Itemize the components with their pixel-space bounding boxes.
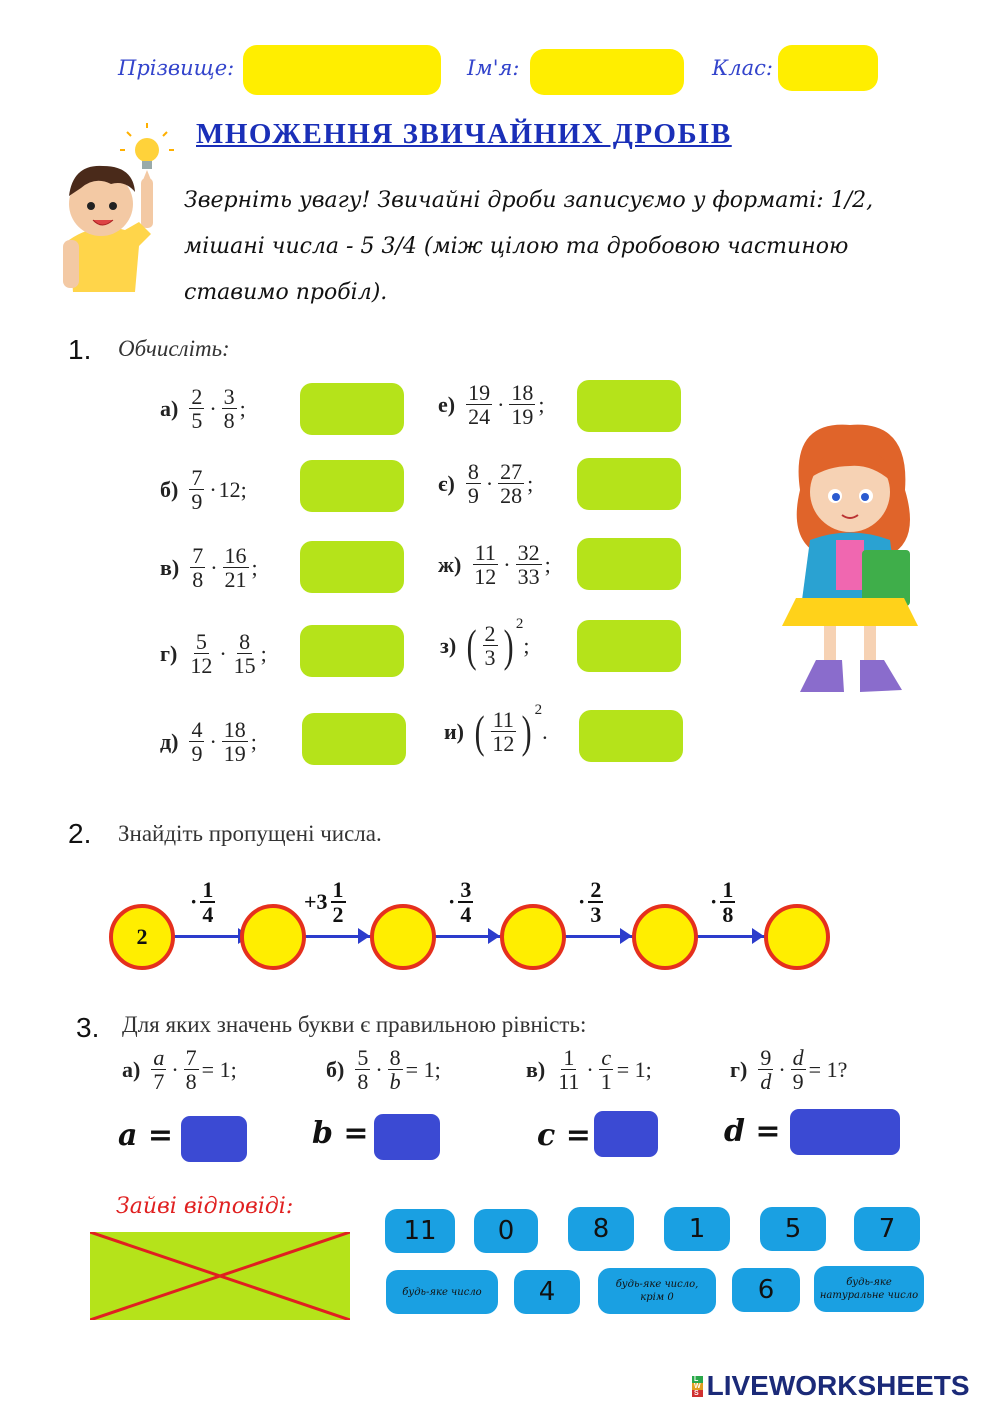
cross-icon <box>90 1232 350 1320</box>
denominator: 9 <box>467 483 479 509</box>
op-symbol: · <box>190 889 198 915</box>
tile-0[interactable]: 0 <box>474 1209 538 1253</box>
eq-label: г) <box>730 1056 748 1082</box>
answer-box-b-var[interactable] <box>374 1114 440 1160</box>
fraction <box>498 460 524 507</box>
punctuation: ; <box>527 470 534 496</box>
numerator: 1 <box>563 1045 575 1070</box>
answer-label-c: c = <box>537 1118 591 1153</box>
numerator: 8 <box>467 459 479 484</box>
punctuation: ; <box>538 391 545 417</box>
task1-item-ye: є) $\frac{8}{9}$ · $\frac{27}{28}$ ; <box>438 459 534 509</box>
denominator: 9 <box>191 489 203 515</box>
denominator: 8 <box>192 567 204 593</box>
eq-rhs: = 1? <box>808 1056 848 1082</box>
numerator: 11 <box>474 540 496 565</box>
numerator: 2 <box>484 621 496 646</box>
answer-box-b[interactable] <box>300 460 404 512</box>
exponent: 2 <box>534 702 543 718</box>
tile-text-line: будь-яке <box>846 1277 892 1288</box>
fraction <box>758 1046 773 1093</box>
sequence-blank-5[interactable] <box>764 904 830 970</box>
numerator: 8 <box>239 629 251 654</box>
answer-box-d-var[interactable] <box>790 1109 900 1155</box>
sequence-op-3 <box>448 878 476 926</box>
denominator: 12 <box>474 564 497 590</box>
fraction <box>200 878 215 926</box>
sequence-op-1 <box>190 878 218 926</box>
tile-7[interactable]: 7 <box>854 1207 920 1251</box>
tile-11[interactable]: 11 <box>385 1209 455 1253</box>
denominator: 3 <box>484 645 496 671</box>
numerator: 1 <box>202 877 214 902</box>
page-title: МНОЖЕННЯ ЗВИЧАЙНИХ ДРОБІВ <box>196 118 732 150</box>
numerator: 16 <box>224 543 247 568</box>
numerator: 7 <box>185 1045 197 1070</box>
fraction <box>556 1046 581 1093</box>
integer: 12 <box>218 476 241 502</box>
denominator: 12 <box>492 731 515 757</box>
fraction <box>490 708 516 755</box>
answer-box-zh[interactable] <box>577 538 681 590</box>
punctuation: ; <box>544 551 551 577</box>
denominator: b <box>389 1069 401 1095</box>
denominator: 7 <box>153 1069 165 1095</box>
fraction <box>458 878 473 926</box>
denominator: 9 <box>191 741 203 767</box>
item-label: в) <box>160 554 180 580</box>
answer-label-d: d = <box>724 1114 781 1149</box>
tile-4[interactable]: 4 <box>514 1270 580 1314</box>
task1-item-e: е) $\frac{19}{24}$ · $\frac{18}{19}$ ; <box>438 380 545 430</box>
denominator: 1 <box>600 1069 612 1095</box>
logo-text: LIVEWORKSHEETS <box>706 1370 970 1401</box>
fraction <box>516 541 542 588</box>
punctuation: ; <box>251 554 258 580</box>
eq-label: в) <box>526 1056 546 1082</box>
fraction <box>599 1046 614 1093</box>
punctuation: ; <box>240 476 247 502</box>
fraction <box>720 878 735 926</box>
fraction <box>466 460 481 507</box>
fraction <box>222 718 248 765</box>
answer-box-v[interactable] <box>300 541 404 593</box>
numerator: 18 <box>223 717 246 742</box>
tile-8[interactable]: 8 <box>568 1207 634 1251</box>
denominator: d <box>760 1069 772 1095</box>
note-line-3: ставимо пробіл). <box>184 280 388 305</box>
item-label: є) <box>438 470 455 496</box>
punctuation: . <box>542 718 548 744</box>
fraction <box>151 1046 166 1093</box>
op-symbol: · <box>578 889 586 915</box>
task1-item-b: б) $\frac{7}{9}$ · 12 ; <box>160 465 247 515</box>
item-label: з) <box>440 632 457 658</box>
numerator: 5 <box>195 629 207 654</box>
answer-box-a[interactable] <box>300 383 404 435</box>
numerator: 1 <box>332 877 344 902</box>
item-label: ж) <box>438 551 462 577</box>
numerator: 27 <box>500 459 523 484</box>
answer-box-a-var[interactable] <box>181 1116 247 1162</box>
answer-label-b: b = <box>312 1116 369 1151</box>
numerator: 19 <box>468 380 491 405</box>
task1-title: Обчисліть: <box>118 336 230 361</box>
fraction <box>190 544 205 591</box>
task3-eq-a: а) $\frac{a}{7}$ · $\frac{7}{8}$ = 1; <box>122 1045 237 1095</box>
item-label: б) <box>160 476 179 502</box>
fraction <box>189 466 204 513</box>
answer-box-ye[interactable] <box>577 458 681 510</box>
sequence-blank-3[interactable] <box>500 904 566 970</box>
numerator: 1 <box>722 877 734 902</box>
sequence-blank-1[interactable] <box>240 904 306 970</box>
fraction <box>188 630 214 677</box>
denominator: 15 <box>233 653 256 679</box>
answer-box-y[interactable] <box>579 710 683 762</box>
numerator: 5 <box>357 1045 369 1070</box>
boy-illustration <box>55 122 185 300</box>
denominator: 9 <box>792 1069 804 1095</box>
numerator: 7 <box>191 465 203 490</box>
numerator: 2 <box>590 877 602 902</box>
denominator: 19 <box>511 404 534 430</box>
tile-5[interactable]: 5 <box>760 1207 826 1251</box>
tile-text-line: натуральне число <box>819 1290 919 1301</box>
sequence-blank-2[interactable] <box>370 904 436 970</box>
denominator: 24 <box>468 404 491 430</box>
denominator: 4 <box>460 902 472 928</box>
numerator: 4 <box>191 717 203 742</box>
tile-text-line: будь-яке число, <box>615 1279 699 1290</box>
sequence-blank-4[interactable] <box>632 904 698 970</box>
eq-rhs: = 1; <box>616 1056 652 1082</box>
tile-1[interactable]: 1 <box>664 1207 730 1251</box>
answer-label-a: a = <box>118 1118 174 1153</box>
fraction <box>189 718 204 765</box>
numerator: c <box>601 1045 612 1070</box>
denominator: 11 <box>558 1069 580 1095</box>
eq-rhs: = 1; <box>201 1056 237 1082</box>
fraction <box>223 544 249 591</box>
numerator: 7 <box>192 543 204 568</box>
name-label: Ім'я: <box>467 56 520 80</box>
numerator: 3 <box>460 877 472 902</box>
numerator: 9 <box>760 1045 772 1070</box>
sequence-op-2 <box>304 878 349 926</box>
class-input[interactable] <box>778 45 878 91</box>
denominator: 19 <box>223 741 246 767</box>
op-symbol: · <box>448 889 456 915</box>
item-label: г) <box>160 640 178 666</box>
surname-label: Прізвище: <box>118 56 235 80</box>
tile-any-number-except-0[interactable] <box>598 1268 716 1314</box>
task3-eq-v: в) $\frac{1}{11}$ · $\frac{c}{1}$ = 1; <box>526 1045 652 1095</box>
task1-item-z: з) ( $\frac{2}{3}$ ) 2 ; <box>440 616 530 671</box>
numerator: 2 <box>191 384 203 409</box>
fraction <box>791 1046 806 1093</box>
eq-rhs: = 1; <box>405 1056 441 1082</box>
numerator: d <box>792 1045 804 1070</box>
logo-badge-icon: L W S <box>694 1375 701 1397</box>
note-text <box>184 178 944 316</box>
girl-illustration <box>780 420 930 705</box>
denominator: 8 <box>722 902 734 928</box>
task1-item-y: и) ( $\frac{11}{12}$ ) 2 . <box>444 702 548 757</box>
numerator: 11 <box>492 707 514 732</box>
answer-box-e[interactable] <box>577 380 681 432</box>
exponent: 2 <box>515 616 524 632</box>
op-symbol: · <box>710 889 718 915</box>
task1-item-d: д) $\frac{4}{9}$ · $\frac{18}{19}$ ; <box>160 717 257 767</box>
fraction <box>184 1046 199 1093</box>
answer-box-z[interactable] <box>577 620 681 672</box>
tile-6[interactable]: 6 <box>732 1268 800 1312</box>
tile-any-natural-number[interactable] <box>814 1266 924 1312</box>
denominator: 28 <box>500 483 523 509</box>
extra-answers-dropzone[interactable] <box>90 1232 350 1320</box>
note-line-2: мішані числа - 5 3/4 (між цілою та дробовою частиною <box>184 234 849 259</box>
task1-item-a: а) $\frac{2}{5}$ · $\frac{3}{8}$ ; <box>160 384 246 434</box>
numerator: 3 <box>223 384 235 409</box>
op-symbol: +3 <box>304 889 328 915</box>
fraction <box>331 878 346 926</box>
task1-item-zh: ж) $\frac{11}{12}$ · $\frac{32}{33}$ ; <box>438 540 551 590</box>
answer-box-c-var[interactable] <box>594 1111 658 1157</box>
denominator: 8 <box>223 408 235 434</box>
answer-box-d[interactable] <box>302 713 406 765</box>
sequence-op-5 <box>710 878 738 926</box>
eq-label: б) <box>326 1056 345 1082</box>
numerator: 18 <box>511 380 534 405</box>
task3-title: Для яких значень букви є правильною рівність: <box>122 1012 587 1037</box>
task1-item-v: в) $\frac{7}{8}$ · $\frac{16}{21}$ ; <box>160 543 258 593</box>
name-input[interactable] <box>530 49 684 95</box>
class-label: Клас: <box>712 56 773 80</box>
denominator: 4 <box>202 902 214 928</box>
item-label: а) <box>160 395 179 421</box>
note-line-1: Зверніть увагу! Звичайні дроби записуємо у форматі: 1/2, <box>184 188 874 213</box>
punctuation: ; <box>250 728 257 754</box>
item-label: д) <box>160 728 179 754</box>
denominator: 3 <box>590 902 602 928</box>
item-label: е) <box>438 391 456 417</box>
sequence-op-4 <box>578 878 606 926</box>
punctuation: ; <box>239 395 246 421</box>
fraction <box>388 1046 403 1093</box>
task1-number: 1. <box>68 334 92 365</box>
fraction <box>222 385 237 432</box>
task1-item-h: г) $\frac{5}{12}$ · $\frac{8}{15}$ ; <box>160 629 267 679</box>
fraction <box>466 381 492 428</box>
task3-eq-h: г) $\frac{9}{d}$ · $\frac{d}{9}$ = 1? <box>730 1045 848 1095</box>
denominator: 12 <box>190 653 213 679</box>
lightbulb-icon <box>120 123 174 169</box>
numerator: 32 <box>517 540 540 565</box>
answer-box-h[interactable] <box>300 625 404 677</box>
denominator: 8 <box>185 1069 197 1095</box>
eq-label: а) <box>122 1056 141 1082</box>
extra-answers-title: Зайві відповіді: <box>116 1194 294 1219</box>
denominator: 8 <box>357 1069 369 1095</box>
task2-title: Знайдіть пропущені числа. <box>118 821 382 846</box>
task2-number: 2. <box>68 818 92 849</box>
fraction <box>472 541 498 588</box>
numerator: a <box>153 1045 165 1070</box>
fraction <box>588 878 603 926</box>
punctuation: ; <box>523 632 530 658</box>
denominator: 21 <box>224 567 247 593</box>
fraction <box>355 1046 370 1093</box>
task3-eq-b: б) $\frac{5}{8}$ · $\frac{8}{b}$ = 1; <box>326 1045 441 1095</box>
denominator: 5 <box>191 408 203 434</box>
fraction <box>232 630 258 677</box>
fraction <box>189 385 204 432</box>
task3-number: 3. <box>76 1012 100 1043</box>
sequence-start: 2 <box>109 904 175 970</box>
item-label: и) <box>444 718 465 744</box>
surname-input[interactable] <box>243 45 441 95</box>
liveworksheets-logo <box>692 1370 970 1402</box>
denominator: 2 <box>332 902 344 928</box>
fraction <box>509 381 535 428</box>
tile-any-number[interactable]: будь-яке число <box>386 1270 498 1314</box>
fraction <box>483 622 498 669</box>
numerator: 8 <box>389 1045 401 1070</box>
tile-text-line: крім 0 <box>640 1292 674 1303</box>
denominator: 33 <box>517 564 540 590</box>
punctuation: ; <box>260 640 267 666</box>
